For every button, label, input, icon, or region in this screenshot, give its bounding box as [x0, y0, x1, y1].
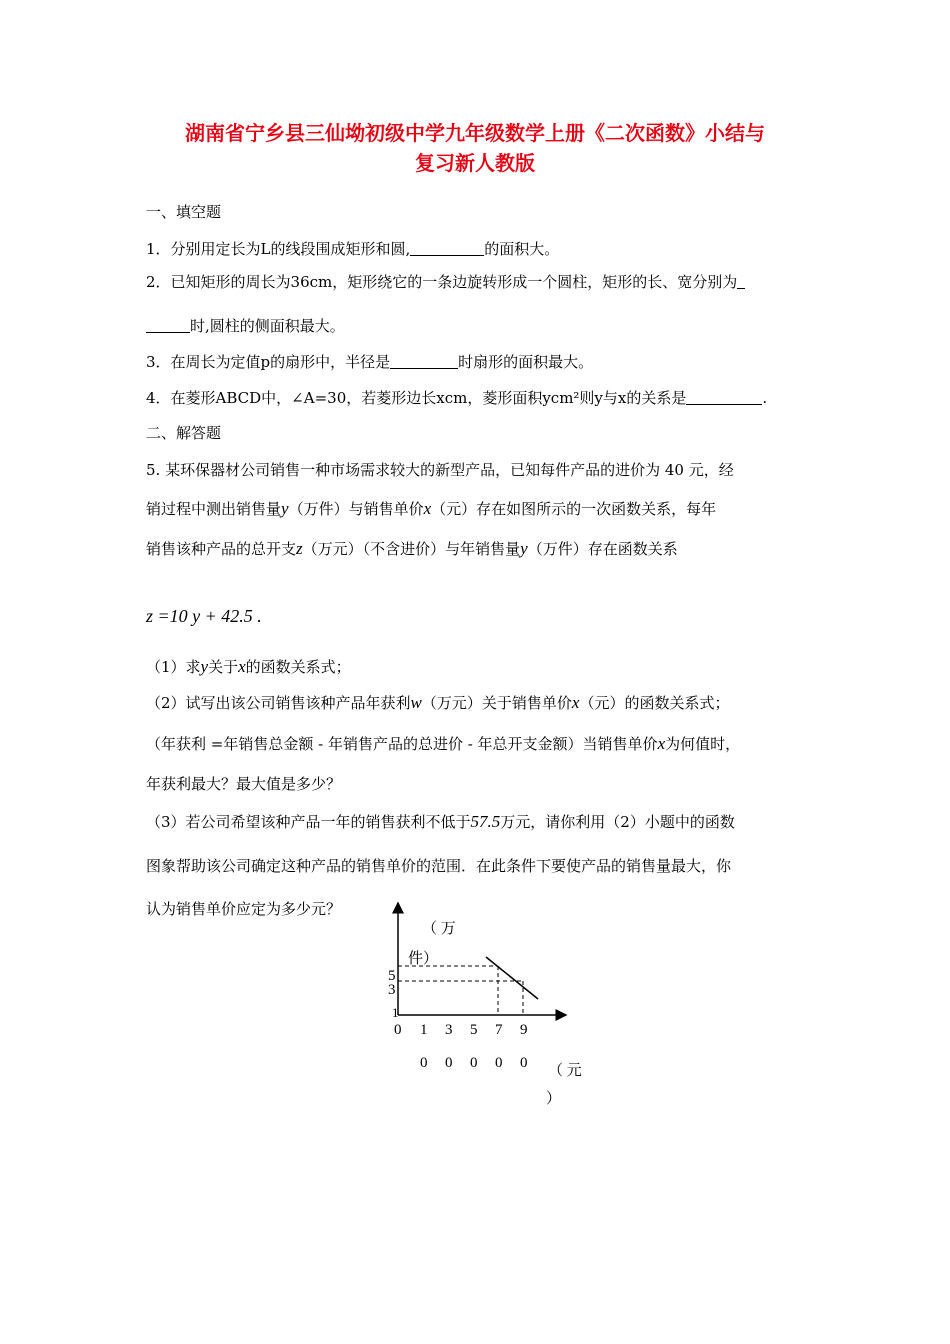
sales-graph — [380, 895, 600, 1125]
variable-x: x — [657, 734, 666, 753]
answer-blank — [686, 390, 762, 405]
question-5-part2-ask: 年获利最大？最大值是多少？ — [146, 775, 342, 793]
y-unit-label-2: 件） — [408, 951, 439, 967]
text-span: （元）的函数关系式； — [579, 694, 730, 712]
y-tick-1: 1 — [392, 1005, 399, 1020]
text-span: （万元）（不含进价）与年销售量 — [302, 540, 521, 558]
text-span: （3）若公司希望该种产品一年的销售获利不低于 — [146, 813, 471, 831]
question-1-tail: 的面积大。 — [484, 240, 560, 258]
x-tick-0-second-row: 0 — [520, 1055, 528, 1071]
answer-blank — [737, 274, 745, 289]
x-tick-7: 7 — [495, 1022, 503, 1038]
question-2-text: 2．已知矩形的周长为36cm，矩形绕它的一条边旋转形成一个圆柱，矩形的长、宽分别为 — [146, 273, 738, 291]
variable-y: y — [281, 499, 289, 518]
question-4-tail: . — [762, 389, 768, 407]
x-tick-9: 9 — [520, 1022, 528, 1038]
question-5-part1 — [146, 656, 351, 677]
variable-z: z — [296, 539, 303, 558]
y-tick-5: 5 — [388, 968, 396, 984]
text-span: 为何值时， — [665, 735, 741, 753]
x-unit-label-2: ） — [546, 1091, 562, 1107]
text-span: （万元）关于销售单价 — [421, 694, 572, 712]
y-unit-label-1: （ 万 — [422, 921, 456, 937]
y-tick-3: 3 — [388, 982, 396, 998]
question-3-tail: 时扇形的面积最大。 — [458, 353, 594, 371]
text-span: 销过程中测出销售量 — [146, 500, 282, 518]
x-tick-0-second-row: 0 — [445, 1055, 453, 1071]
function-line — [486, 957, 538, 999]
variable-y: y — [520, 539, 528, 558]
section-heading-solve: 二、解答题 — [146, 424, 222, 442]
variable-x: x — [423, 499, 432, 518]
x-tick-1: 1 — [420, 1022, 428, 1038]
question-4 — [146, 387, 767, 408]
text-span: 万元，请你利用（2）小题中的函数 — [500, 813, 735, 831]
question-5-part3 — [146, 811, 735, 832]
question-5-line3 — [146, 538, 678, 559]
document-title-line1: 湖南省宁乡县三仙坳初级中学九年级数学上册《二次函数》小结与 — [185, 121, 765, 145]
answer-blank — [146, 318, 190, 333]
question-2-continued — [146, 315, 345, 336]
x-tick-0-second-row: 0 — [495, 1055, 503, 1071]
question-3 — [146, 351, 593, 372]
question-5-part3-line3: 认为销售单价应定为多少元？ — [146, 900, 342, 918]
question-2-tail: 时,圆柱的侧面积最大。 — [190, 317, 345, 335]
question-1 — [146, 238, 559, 259]
question-5-line2 — [146, 498, 716, 519]
question-3-text: 3．在周长为定值p的扇形中，半径是 — [146, 353, 391, 371]
variable-w: w — [410, 693, 422, 712]
text-span: 关于 — [208, 658, 239, 676]
question-2 — [146, 271, 745, 292]
text-span: （年获利 =年销售总金额 - 年销售产品的总进价 - 年总开支金额）当销售单价 — [146, 735, 658, 753]
text-span: （万件）与销售单价 — [288, 500, 424, 518]
x-tick-0-second-row: 0 — [420, 1055, 428, 1071]
variable-x: x — [238, 657, 246, 676]
text-span: （2）试写出该公司销售该种产品年获利 — [146, 694, 411, 712]
x-unit-label-1: （ 元 — [548, 1063, 582, 1079]
text-span: （1）求 — [146, 658, 201, 676]
answer-blank — [390, 354, 458, 369]
text-span: （元）存在如图所示的一次函数关系，每年 — [431, 500, 717, 518]
section-heading-fill-blank: 一、填空题 — [146, 203, 222, 221]
text-span: （万件）存在函数关系 — [527, 540, 678, 558]
text-span: 销售该种产品的总开支 — [146, 540, 297, 558]
x-tick-3: 3 — [445, 1022, 453, 1038]
text-span: 的函数关系式； — [245, 658, 351, 676]
formula-z: z =10 y + 42.5 . — [146, 606, 262, 626]
variable-x: x — [571, 693, 580, 712]
question-1-text: 1．分别用定长为L的线段围成矩形和圆, — [146, 240, 411, 258]
question-5-line1: 5. 某环保器材公司销售一种市场需求较大的新型产品，已知每件产品的进价为 40 元，经 — [146, 461, 734, 479]
variable-y: y — [200, 657, 209, 676]
value-57-5: 57.5 — [470, 812, 501, 831]
question-5-part3-line2: 图象帮助该公司确定这种产品的销售单价的范围．在此条件下要使产品的销售量最大，你 — [146, 857, 732, 875]
x-tick-0: 0 — [394, 1022, 402, 1038]
document-title-line2: 复习新人教版 — [415, 151, 535, 175]
question-5-part2 — [146, 692, 729, 713]
x-tick-0-second-row: 0 — [470, 1055, 478, 1071]
answer-blank — [410, 241, 484, 256]
question-4-text: 4．在菱形ABCD中，∠A=30，若菱形边长xcm，菱形面积ycm²则y与x的关系是 — [146, 389, 687, 407]
x-tick-5: 5 — [470, 1022, 478, 1038]
question-5-part2-definition — [146, 733, 740, 754]
